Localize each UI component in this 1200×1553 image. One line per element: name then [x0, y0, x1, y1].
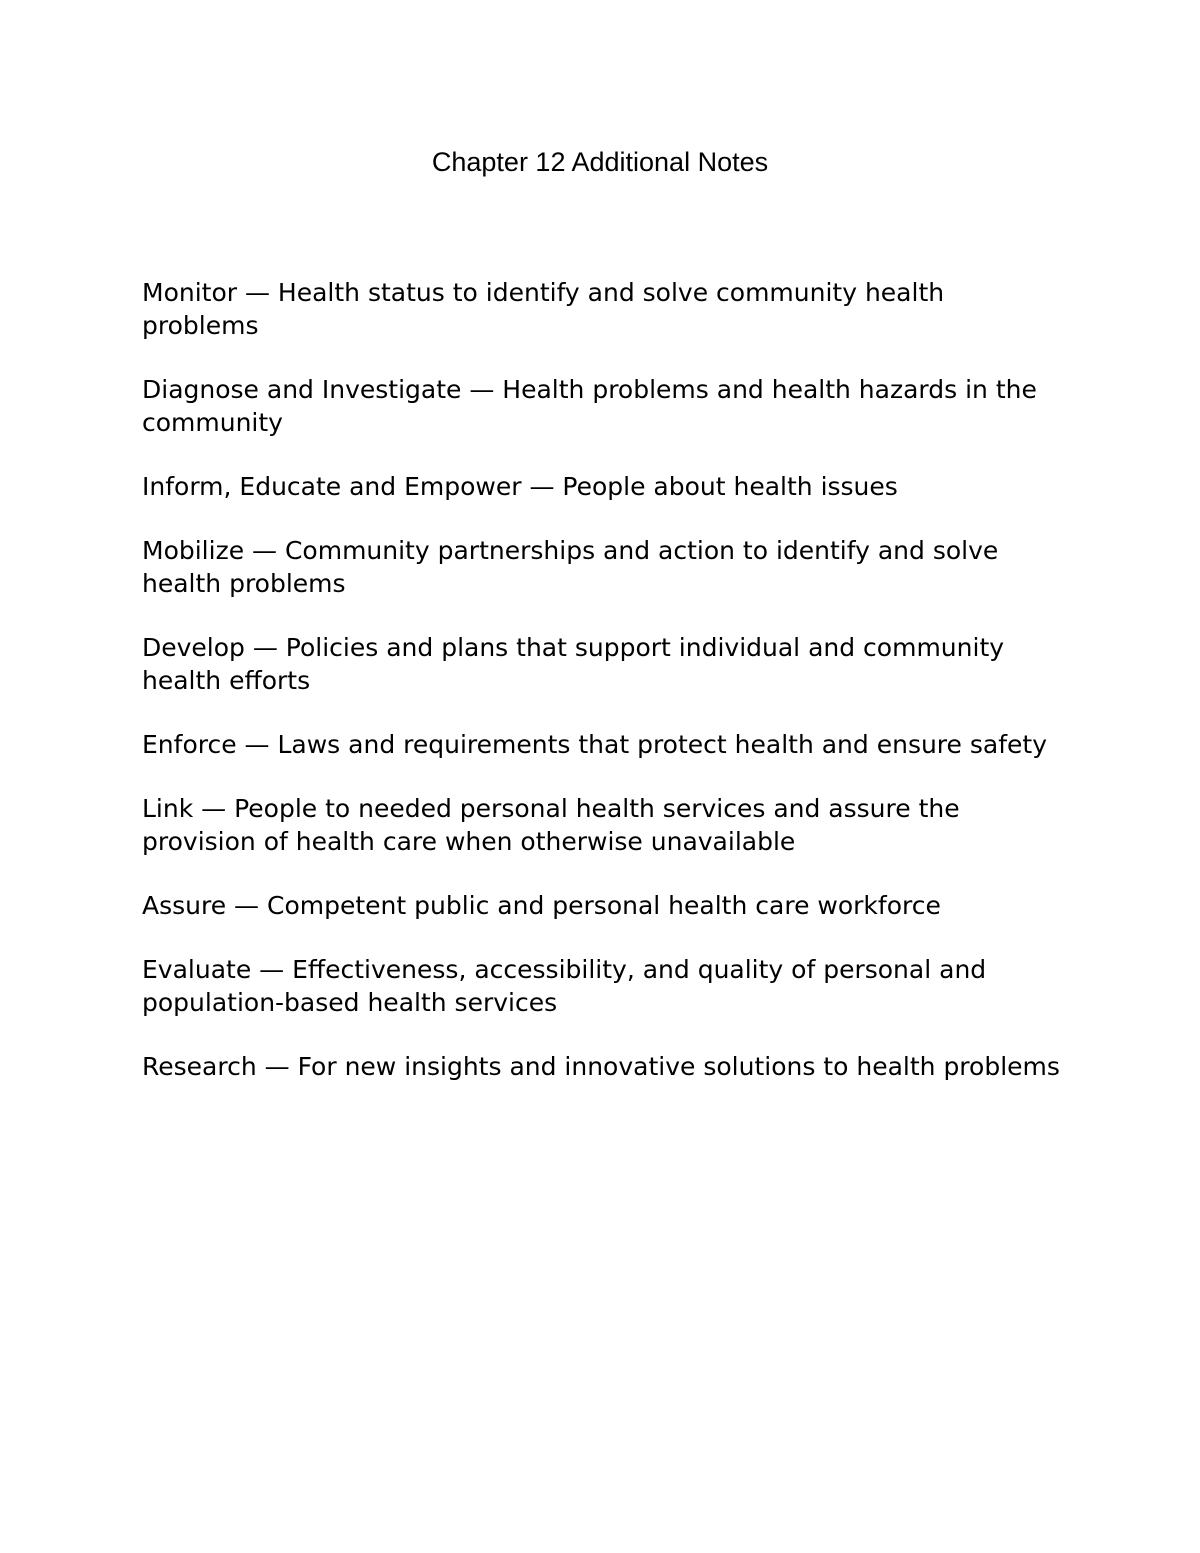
note-research: Research — For new insights and innovative solutions to health problems — [142, 1052, 1060, 1081]
note-link: Link — People to needed personal health services and assure the provision of health care when otherwise unavailable — [142, 794, 960, 856]
note-assure: Assure — Competent public and personal health care workforce — [142, 891, 941, 920]
note-evaluate: Evaluate — Effectiveness, accessibility, and quality of personal and population-based health services — [142, 955, 987, 1017]
note-enforce: Enforce — Laws and requirements that protect health and ensure safety — [142, 730, 1047, 759]
note-mobilize: Mobilize — Community partnerships and action to identify and solve health problems — [142, 536, 999, 598]
document-title: Chapter 12 Additional Notes — [431, 147, 769, 177]
notes-list — [142, 276, 1062, 1114]
note-monitor: Monitor — Health status to identify and solve community health problems — [142, 278, 945, 340]
note-develop: Develop — Policies and plans that support individual and community health efforts — [142, 633, 1005, 695]
note-inform-educate-empower: Inform, Educate and Empower — People about health issues — [142, 472, 898, 501]
note-diagnose-and-investigate: Diagnose and Investigate — Health problems and health hazards in the community — [142, 375, 1037, 437]
